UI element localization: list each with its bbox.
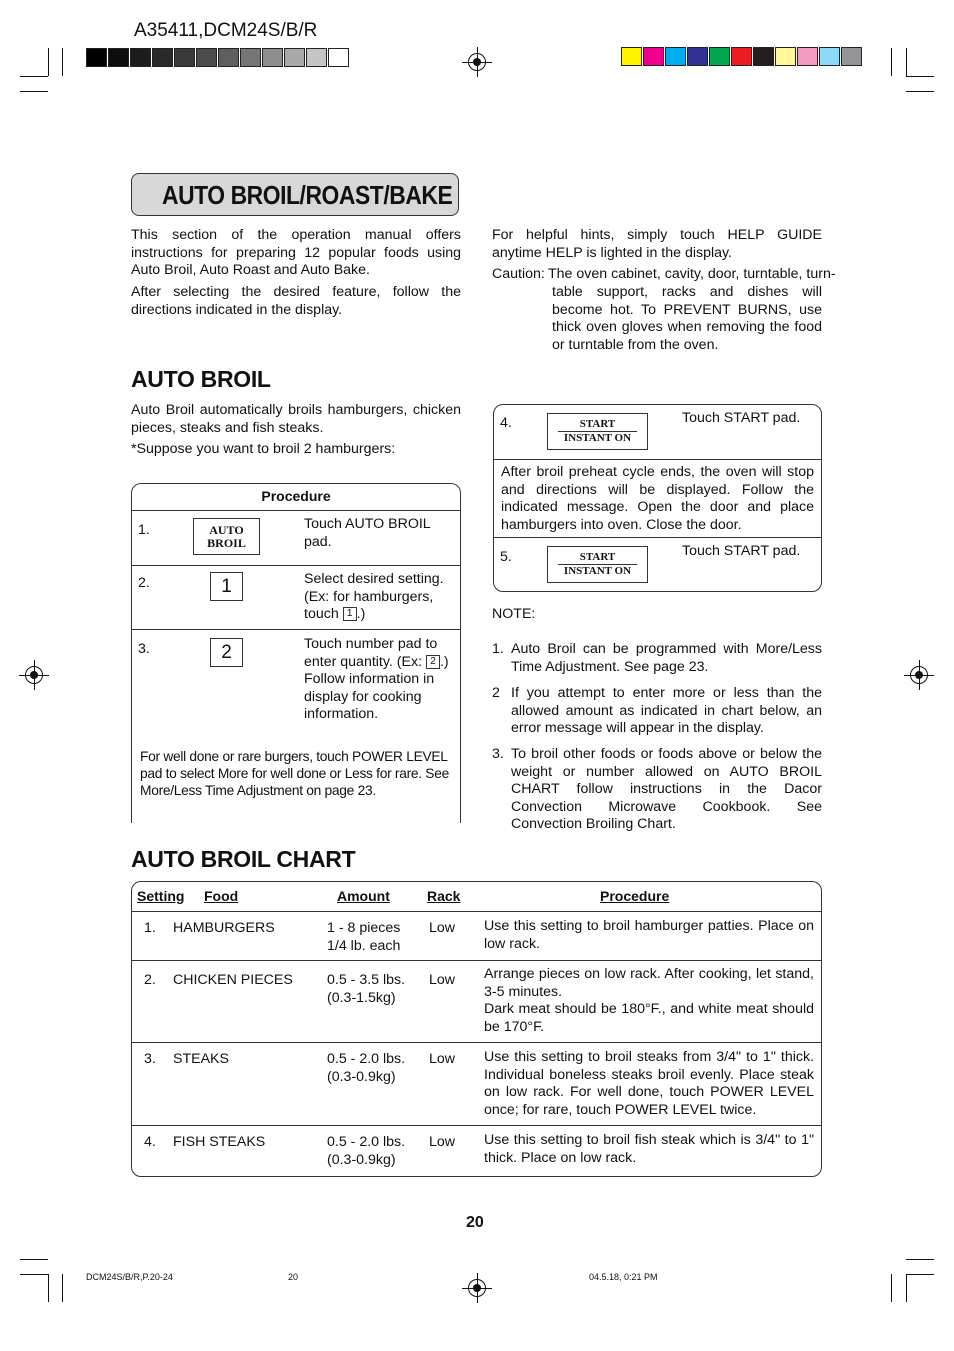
auto-broil-description: Auto Broil automatically broils hamburgers, chicken pieces, steaks and fish steaks. bbox=[131, 402, 461, 436]
crop-mark bbox=[891, 1274, 892, 1302]
col-header-amount: Amount bbox=[337, 888, 390, 904]
table-cell-food: CHICKEN PIECES bbox=[173, 972, 293, 988]
auto-broil-pad[interactable] bbox=[193, 518, 260, 555]
crop-mark bbox=[906, 1274, 934, 1275]
pad-label: START bbox=[558, 551, 637, 565]
color-swatch bbox=[841, 47, 862, 66]
pad-label: START bbox=[558, 418, 637, 432]
gray-swatch bbox=[328, 48, 349, 67]
table-cell-amount: 0.5 - 2.0 lbs. bbox=[327, 1051, 406, 1067]
procedure-box-right bbox=[493, 404, 822, 592]
color-swatch bbox=[665, 47, 686, 66]
intro-paragraph-2: After selecting the desired feature, follow the directions indicated in the display. bbox=[131, 284, 461, 318]
gray-swatch bbox=[218, 48, 239, 67]
mini-key: 2 bbox=[426, 655, 440, 669]
registration-line bbox=[919, 660, 920, 690]
color-swatch bbox=[709, 47, 730, 66]
gray-swatch bbox=[152, 48, 173, 67]
step-text bbox=[304, 571, 454, 624]
crop-mark bbox=[891, 48, 892, 76]
table-cell-food: STEAKS bbox=[173, 1051, 229, 1067]
number-pad-2[interactable]: 2 bbox=[210, 638, 243, 667]
note-number: 3. bbox=[492, 746, 504, 762]
table-cell-amount: (0.3-1.5kg) bbox=[327, 990, 396, 1006]
step-text-part: .) bbox=[356, 606, 366, 622]
gray-swatch bbox=[240, 48, 261, 67]
crop-mark bbox=[906, 1259, 934, 1260]
step-text-part: Touch number pad to enter quantity. (Ex: bbox=[304, 636, 438, 670]
table-cell-amount: (0.3-0.9kg) bbox=[327, 1152, 396, 1168]
table-cell-setting: 1. bbox=[144, 920, 156, 936]
model-number: A35411,DCM24S/B/R bbox=[134, 20, 318, 41]
crop-mark bbox=[906, 91, 934, 92]
note-text: To broil other foods or foods above or below the weight or number allowed on AUTO BROIL CHART follow instructions in the Dacor Convection Microwave Cookbook. See Convection Broiling Chart. bbox=[511, 746, 822, 832]
col-header-rack: Rack bbox=[427, 888, 461, 904]
step-text: Touch START pad. bbox=[682, 543, 801, 559]
table-cell-amount: 0.5 - 2.0 lbs. bbox=[327, 1134, 406, 1150]
col-header-food: Food bbox=[204, 888, 239, 904]
crop-mark bbox=[20, 1259, 48, 1260]
step-number: 2. bbox=[138, 575, 150, 591]
col-header-procedure: Procedure bbox=[600, 888, 670, 904]
note-number: 2 bbox=[492, 685, 500, 701]
step-text bbox=[304, 636, 457, 724]
step-text-part: Select desired setting. (Ex: for hamburgers, touch bbox=[304, 571, 444, 622]
gray-swatch bbox=[262, 48, 283, 67]
footer-date: 04.5.18, 0:21 PM bbox=[589, 1272, 658, 1282]
caution-text: table support, racks and dishes will become hot. To PREVENT BURNS, use thick oven gloves when removing the food or turntable from the oven. bbox=[552, 284, 822, 353]
caution-line-1: The oven cabinet, cavity, door, turntable, turn- bbox=[548, 266, 836, 282]
footer-page: 20 bbox=[288, 1272, 299, 1282]
table-cell-amount: 0.5 - 3.5 lbs. bbox=[327, 972, 406, 988]
page-number: 20 bbox=[466, 1214, 484, 1231]
gray-swatch bbox=[130, 48, 151, 67]
crop-mark bbox=[906, 48, 907, 76]
crop-mark bbox=[20, 76, 48, 77]
procedure-header: Procedure bbox=[261, 488, 331, 504]
color-swatch bbox=[621, 47, 642, 66]
crop-mark bbox=[906, 76, 934, 77]
table-cell-rack: Low bbox=[429, 920, 456, 936]
footer-file: DCM24S/B/R,P.20-24 bbox=[86, 1272, 173, 1282]
start-pad[interactable] bbox=[547, 413, 648, 450]
table-cell-procedure: Use this setting to broil hamburger patties. Place on low rack. bbox=[484, 918, 814, 952]
table-cell-amount: (0.3-0.9kg) bbox=[327, 1069, 396, 1085]
table-cell-food: FISH STEAKS bbox=[173, 1134, 266, 1150]
color-swatch bbox=[687, 47, 708, 66]
crop-mark bbox=[48, 1274, 49, 1302]
step-text-part: .) Follow information in display for cooking information. bbox=[304, 653, 449, 722]
note-label: NOTE: bbox=[492, 606, 536, 622]
note-text: If you attempt to enter more or less than the allowed amount as indicated in chart below, an error message will appear in the display. bbox=[511, 685, 822, 736]
table-cell-procedure: Use this setting to broil steaks from 3/4" to 1" thick. Individual boneless steaks broil evenly. Place steak on low rack. For well done, touch POWER LEVEL once; for rare, touch POWER LEVEL twice. bbox=[484, 1049, 814, 1118]
crop-mark bbox=[48, 48, 49, 76]
intro-paragraph: This section of the operation manual offers instructions for preparing 12 popular foods using Auto Broil, Auto Roast and Auto Bake. bbox=[131, 227, 461, 278]
crop-mark bbox=[20, 91, 48, 92]
pad-label: INSTANT ON bbox=[563, 565, 632, 577]
gray-calibration-bar bbox=[86, 48, 350, 68]
table-cell-amount: 1/4 lb. each bbox=[327, 938, 401, 954]
chart-heading: AUTO BROIL CHART bbox=[131, 846, 356, 872]
gray-swatch bbox=[86, 48, 107, 67]
suppose-text: *Suppose you want to broil 2 hamburgers: bbox=[131, 441, 396, 457]
table-cell-setting: 3. bbox=[144, 1051, 156, 1067]
color-calibration-bar bbox=[621, 47, 863, 67]
note-number: 1. bbox=[492, 641, 504, 657]
auto-broil-heading: AUTO BROIL bbox=[131, 366, 271, 392]
help-paragraph: For helpful hints, simply touch HELP GUIDE anytime HELP is lighted in the display. bbox=[492, 227, 822, 261]
table-cell-procedure: Arrange pieces on low rack. After cooking, let stand, 3-5 minutes. bbox=[484, 966, 814, 1000]
step-number: 3. bbox=[138, 641, 150, 657]
table-cell-rack: Low bbox=[429, 1051, 456, 1067]
crop-mark bbox=[906, 1274, 907, 1302]
gray-swatch bbox=[174, 48, 195, 67]
table-cell-setting: 2. bbox=[144, 972, 156, 988]
caution-label: Caution: bbox=[492, 266, 545, 282]
table-cell-procedure: Use this setting to broil fish steak which is 3/4" to 1" thick. Place on low rack. bbox=[484, 1132, 814, 1166]
pad-label: AUTO bbox=[209, 523, 244, 537]
registration-line bbox=[34, 660, 35, 690]
registration-line bbox=[477, 47, 478, 77]
table-cell-setting: 4. bbox=[144, 1134, 156, 1150]
color-swatch bbox=[797, 47, 818, 66]
gray-swatch bbox=[284, 48, 305, 67]
table-cell-rack: Low bbox=[429, 1134, 456, 1150]
color-swatch bbox=[775, 47, 796, 66]
table-cell-rack: Low bbox=[429, 972, 456, 988]
registration-line bbox=[477, 1273, 478, 1303]
preheat-text: After broil preheat cycle ends, the oven will stop and directions will be displayed. Follow the indicated message. Open the door and place hamburgers into oven. Close the door. bbox=[501, 464, 814, 533]
step-number: 4. bbox=[500, 415, 512, 431]
color-swatch bbox=[819, 47, 840, 66]
table-cell-amount: 1 - 8 pieces bbox=[327, 920, 401, 936]
step-number: 5. bbox=[500, 549, 512, 565]
footnote: For well done or rare burgers, touch POWER LEVEL pad to select More for well done or Less for rare. See More/Less Time Adjustment on page 23. bbox=[140, 749, 449, 798]
number-pad-1[interactable]: 1 bbox=[210, 572, 243, 601]
crop-mark bbox=[20, 1274, 48, 1275]
mini-key: 1 bbox=[343, 607, 357, 621]
step-text: Touch AUTO BROIL pad. bbox=[304, 516, 431, 550]
section-title: AUTO BROIL/ROAST/BAKE bbox=[162, 180, 453, 210]
color-swatch bbox=[731, 47, 752, 66]
color-swatch bbox=[643, 47, 664, 66]
gray-swatch bbox=[196, 48, 217, 67]
color-swatch bbox=[753, 47, 774, 66]
table-cell-food: HAMBURGERS bbox=[173, 920, 275, 936]
col-header-setting: Setting bbox=[137, 888, 185, 904]
pad-label: INSTANT ON bbox=[563, 432, 632, 444]
step-text: Touch START pad. bbox=[682, 410, 801, 426]
note-text: Auto Broil can be programmed with More/Less Time Adjustment. See page 23. bbox=[511, 641, 822, 675]
step-number: 1. bbox=[138, 522, 150, 538]
procedure-box bbox=[131, 483, 461, 805]
gray-swatch bbox=[108, 48, 129, 67]
pad-label: BROIL bbox=[207, 536, 246, 550]
crop-mark bbox=[62, 48, 63, 76]
section-title-box bbox=[131, 173, 459, 216]
start-pad[interactable] bbox=[547, 546, 648, 583]
table-cell-procedure-2: Dark meat should be 180°F., and white meat should be 170°F. bbox=[484, 1001, 814, 1035]
crop-mark bbox=[62, 1274, 63, 1302]
gray-swatch bbox=[306, 48, 327, 67]
